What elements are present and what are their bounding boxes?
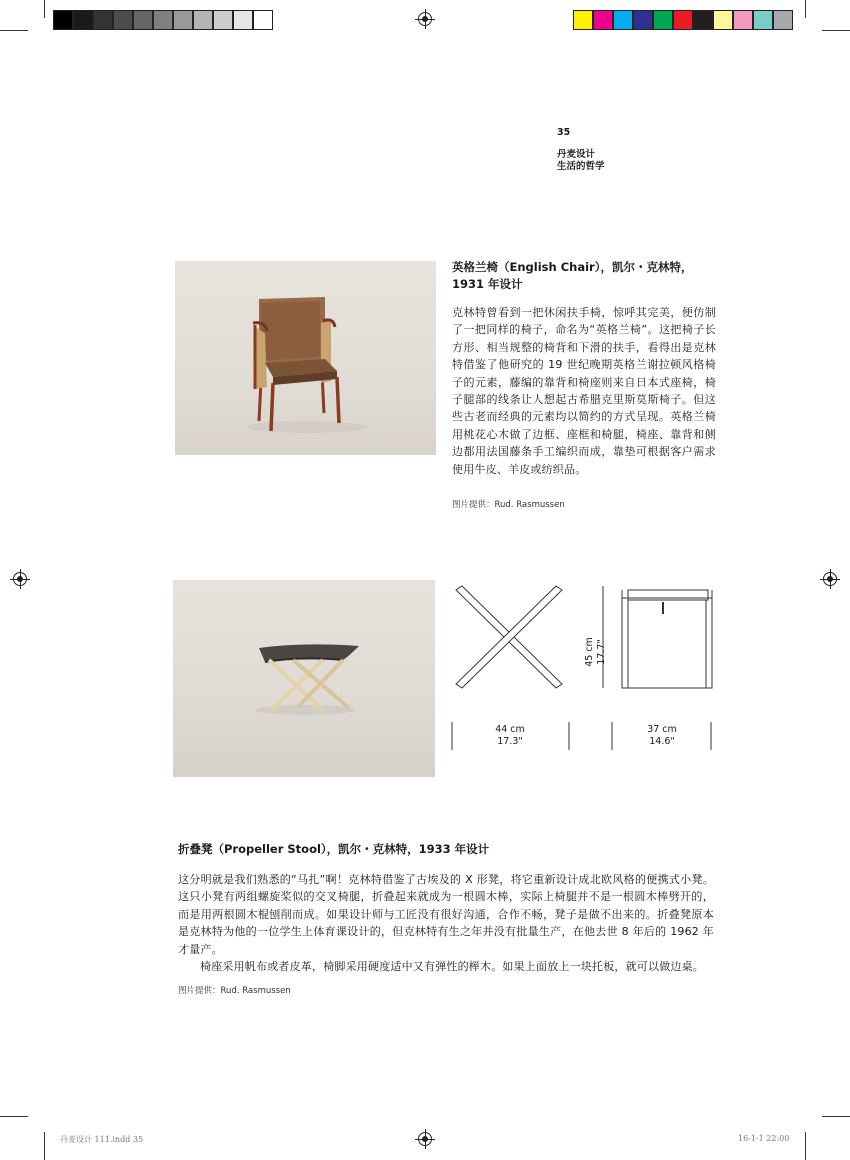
english-chair-description: 克林特曾看到一把休闲扶手椅，惊呼其完美，便仿制了一把同样的椅子，命名为“英格兰椅”。这把椅子长方形、相当规整的椅背和下滑的扶手，看得出是克林特借鉴了他研究的 19 世纪晚期英格兰谢拉顿风格椅子的元素，藤编的靠背和椅座则来自日本式座椅，椅子腿部的线条让人想起古希腊克里斯莫斯椅子。但这些古老而经典的元素均以简约的方式呈现。英格兰椅用桃花心木做了边框、座框和椅腿，椅座、靠背和侧边都用法国藤条手工编织而成，靠垫可根据客户需求使用牛皮、羊皮或纺织品。 xyxy=(452,306,716,476)
crop-mark xyxy=(0,30,28,31)
dimension-height-in: 17.7" xyxy=(596,639,607,665)
propeller-stool-photo-credit: 图片提供：Rud. Rasmussen xyxy=(178,986,291,996)
dimension-width-in: 17.3" xyxy=(497,736,523,747)
color-swatch xyxy=(253,10,273,30)
date-slug: 16-1-1 22:00 xyxy=(738,1134,790,1143)
color-swatch xyxy=(73,10,93,30)
dimension-depth-in: 14.6" xyxy=(649,736,675,747)
color-swatch xyxy=(213,10,233,30)
crop-mark xyxy=(805,1132,806,1160)
running-head-subtitle: 生活的哲学 xyxy=(557,161,605,172)
color-swatch xyxy=(733,10,753,30)
color-swatch xyxy=(173,10,193,30)
color-swatch xyxy=(653,10,673,30)
color-swatch xyxy=(693,10,713,30)
english-chair-title: 英格兰椅（English Chair），凯尔・克林特，1931 年设计 xyxy=(452,260,693,291)
color-swatch xyxy=(673,10,693,30)
registration-mark-bottom-icon xyxy=(418,1132,432,1146)
color-swatch xyxy=(113,10,133,30)
color-swatch xyxy=(753,10,773,30)
color-swatch xyxy=(593,10,613,30)
color-swatch xyxy=(133,10,153,30)
color-swatch xyxy=(713,10,733,30)
color-swatch xyxy=(613,10,633,30)
dimension-height xyxy=(584,626,608,678)
crop-mark xyxy=(805,0,806,18)
color-swatch xyxy=(153,10,173,30)
color-swatch xyxy=(193,10,213,30)
color-swatch xyxy=(573,10,593,30)
dimension-width xyxy=(480,724,540,748)
dimension-depth-cm: 37 cm xyxy=(647,724,677,735)
propeller-stool-description xyxy=(178,871,714,975)
english-chair-photo xyxy=(175,261,436,455)
color-swatch xyxy=(53,10,73,30)
propeller-stool-illustration xyxy=(173,580,435,777)
english-chair-photo-credit: 图片提供：Rud. Rasmussen xyxy=(452,500,565,510)
dimension-width-cm: 44 cm xyxy=(495,724,525,735)
running-head-title: 丹麦设计 xyxy=(557,149,596,160)
dimension-height-cm: 45 cm xyxy=(584,637,595,667)
crop-mark xyxy=(822,30,850,31)
crop-mark xyxy=(44,0,45,18)
color-swatch xyxy=(93,10,113,30)
color-swatch xyxy=(233,10,253,30)
registration-mark-right-icon xyxy=(823,572,837,586)
propeller-stool-paragraph: 这分明就是我们熟悉的“马扎”啊！克林特借鉴了古埃及的 X 形凳，将它重新设计成北欧风格的便携式小凳。这只小凳有两组螺旋桨似的交叉椅腿，折叠起来就成为一根圆木棒，实际上椅腿并不是一根圆木棒劈开的，而是用两根圆木棍刨削而成。如果设计师与工匠没有很好沟通，合作不畅，凳子是做不出来的。折叠凳原本是克林特为他的一位学生上体育课设计的，但克林特有生之年并没有批量生产，在他去世 8 年后的 1962 年才量产。 xyxy=(178,873,714,956)
crop-mark xyxy=(0,1116,28,1117)
propeller-stool-title: 折叠凳（Propeller Stool），凯尔・克林特，1933 年设计 xyxy=(178,842,490,856)
file-slug: 丹麦设计 111.indd 35 xyxy=(60,1135,144,1144)
english-chair-illustration xyxy=(175,261,436,455)
crop-mark xyxy=(44,1132,45,1160)
dimension-depth xyxy=(632,724,692,748)
registration-mark-top-icon xyxy=(418,12,432,26)
color-swatch xyxy=(773,10,793,30)
page-number: 35 xyxy=(557,127,571,138)
propeller-stool-paragraph: 椅座采用帆布或者皮革，椅脚采用硬度适中又有弹性的榉木。如果上面放上一块托板，就可以做边桌。 xyxy=(200,960,704,974)
crop-mark xyxy=(822,1116,850,1117)
color-swatch xyxy=(633,10,653,30)
propeller-stool-photo xyxy=(173,580,435,777)
registration-mark-left-icon xyxy=(13,572,27,586)
